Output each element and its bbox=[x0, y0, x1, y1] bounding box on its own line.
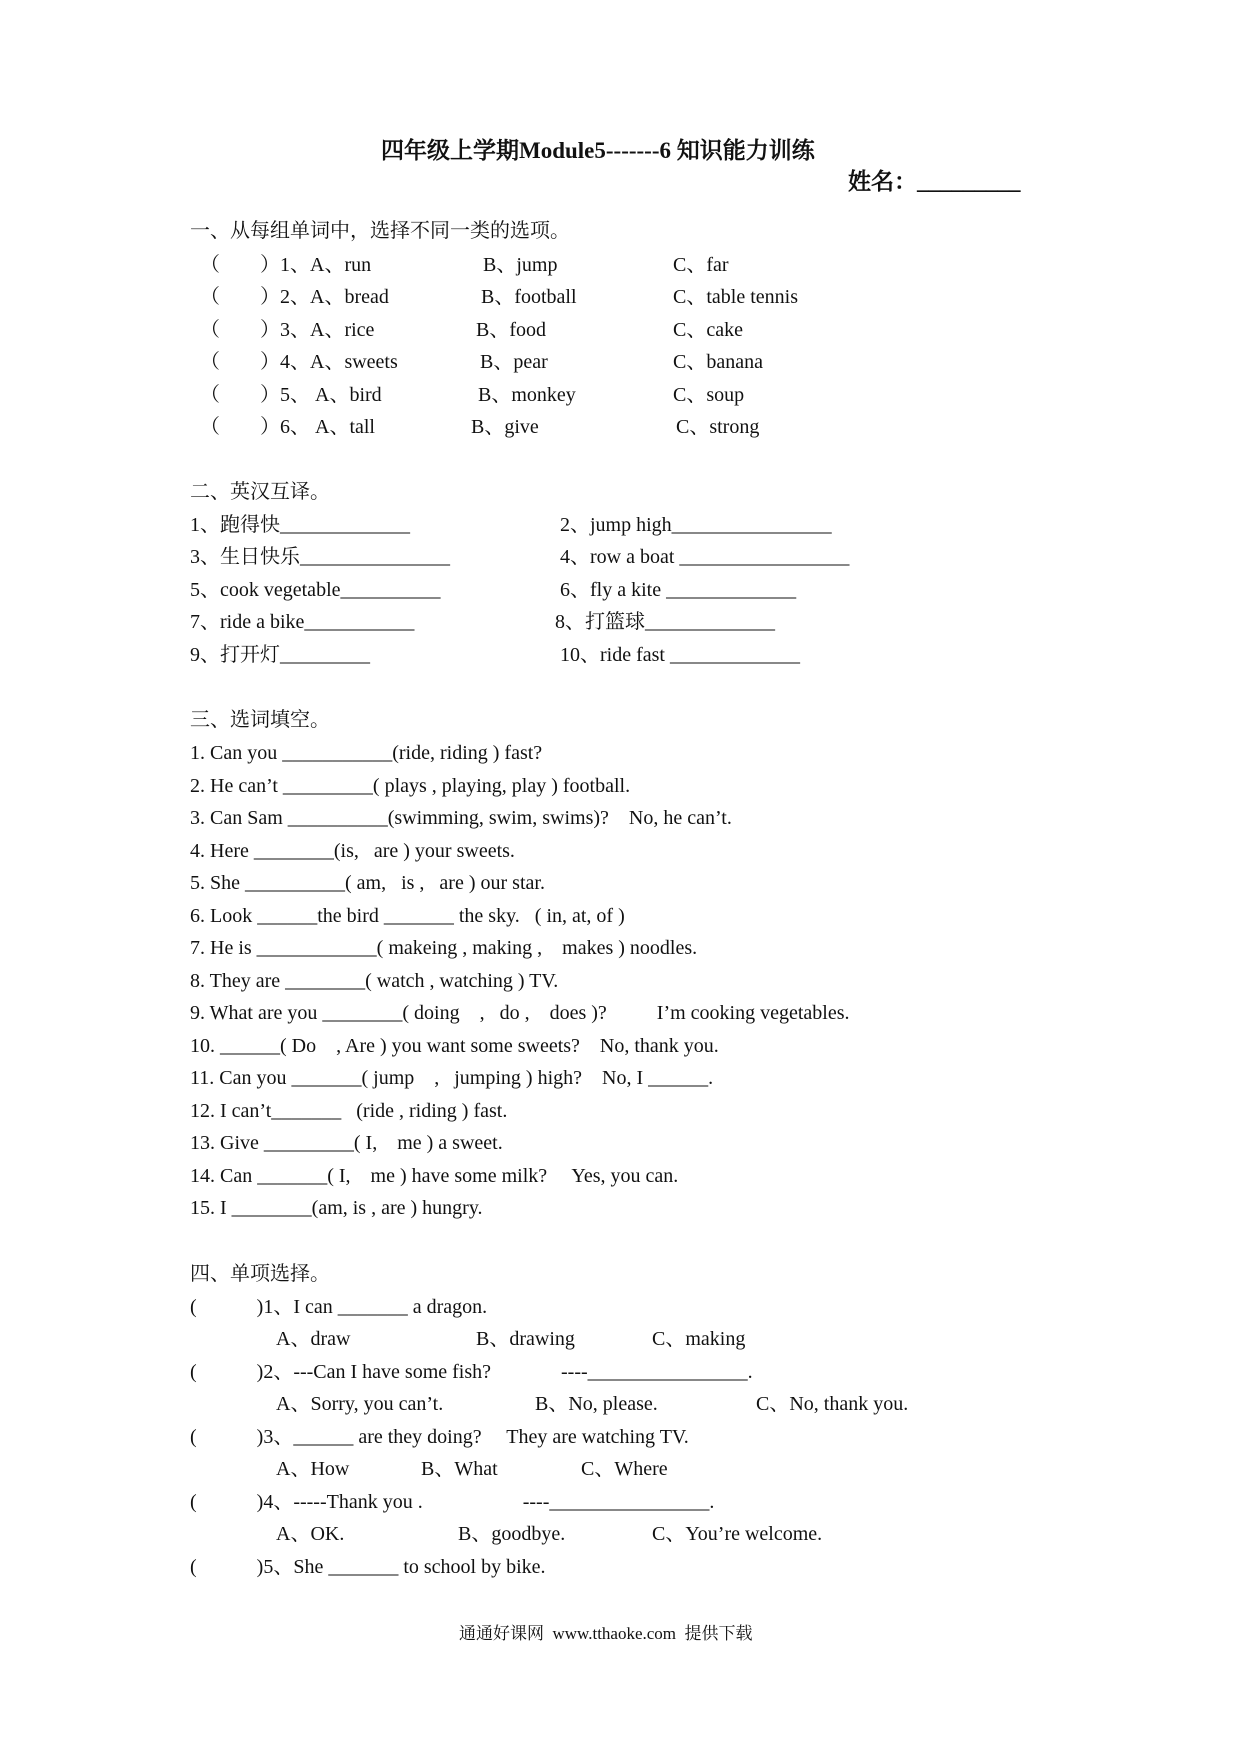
option-c: C、Where bbox=[581, 1458, 668, 1480]
list-item: 11. Can you _______( jump , jumping ) high? No, I ______. bbox=[190, 1067, 714, 1089]
option-a: A、OK. bbox=[276, 1523, 345, 1545]
option-c: C、No, thank you. bbox=[756, 1393, 909, 1415]
list-item: （ ）1、A、run bbox=[200, 254, 372, 276]
option-b: B、monkey bbox=[478, 384, 576, 406]
page-title: 四年级上学期Module5-------6 知识能力训练 bbox=[381, 138, 815, 163]
list-item: 10. ______( Do , Are ) you want some sweets? No, thank you. bbox=[190, 1035, 719, 1057]
list-item: ( )3、______ are they doing? They are watching TV. bbox=[190, 1426, 689, 1448]
list-item: 2. He can’t _________( plays , playing, play ) football. bbox=[190, 775, 631, 797]
option-c: C、table tennis bbox=[673, 286, 798, 308]
option-c: C、making bbox=[652, 1328, 746, 1350]
page-footer: 通通好课网 www.tthaoke.com 提供下载 bbox=[459, 1624, 753, 1643]
list-item: 4、row a boat _________________ bbox=[560, 546, 850, 568]
section-1-heading: 一、从每组单词中，选择不同一类的选项。 bbox=[190, 220, 570, 242]
list-item: ( )4、-----Thank you . ----________________. bbox=[190, 1491, 715, 1513]
option-a: A、Sorry, you can’t. bbox=[276, 1393, 444, 1415]
list-item: 12. I can’t_______ (ride , riding ) fast. bbox=[190, 1100, 508, 1122]
section-2-heading: 二、英汉互译。 bbox=[190, 481, 330, 503]
list-item: （ ）2、A、bread bbox=[200, 286, 389, 308]
option-b: B、No, please. bbox=[535, 1393, 658, 1415]
section-4-heading: 四、单项选择。 bbox=[190, 1263, 330, 1285]
list-item: 1. Can you ___________(ride, riding ) fast? bbox=[190, 742, 543, 764]
list-item: 8. They are ________( watch , watching ) TV. bbox=[190, 970, 559, 992]
list-item: （ ）3、A、rice bbox=[200, 319, 375, 341]
list-item: 9、打开灯_________ bbox=[190, 644, 370, 666]
option-c: C、You’re welcome. bbox=[652, 1523, 823, 1545]
option-c: C、cake bbox=[673, 319, 743, 341]
list-item: 1、跑得快_____________ bbox=[190, 514, 410, 536]
option-b: B、give bbox=[471, 416, 539, 438]
list-item: 7. He is ____________( makeing , making , makes ) noodles. bbox=[190, 937, 698, 959]
list-item: ( )5、She _______ to school by bike. bbox=[190, 1556, 546, 1578]
option-b: B、What bbox=[421, 1458, 498, 1480]
list-item: 5. She __________( am, is , are ) our star. bbox=[190, 872, 545, 894]
name-field-label: 姓名：_________ bbox=[848, 169, 1021, 194]
list-item: 6、fly a kite _____________ bbox=[560, 579, 797, 601]
list-item: 9. What are you ________( doing , do , does )? I’m cooking vegetables. bbox=[190, 1002, 850, 1024]
list-item: （ ）5、 A、bird bbox=[200, 384, 382, 406]
option-b: B、drawing bbox=[476, 1328, 575, 1350]
list-item: 2、jump high________________ bbox=[560, 514, 832, 536]
list-item: （ ）4、A、sweets bbox=[200, 351, 398, 373]
option-b: B、football bbox=[481, 286, 577, 308]
option-b: B、pear bbox=[480, 351, 548, 373]
option-c: C、far bbox=[673, 254, 729, 276]
list-item: ( )1、I can _______ a dragon. bbox=[190, 1296, 488, 1318]
list-item: 8、打篮球_____________ bbox=[555, 611, 775, 633]
section-3-heading: 三、选词填空。 bbox=[190, 709, 330, 731]
list-item: 7、ride a bike___________ bbox=[190, 611, 415, 633]
list-item: 3. Can Sam __________(swimming, swim, swims)? No, he can’t. bbox=[190, 807, 732, 829]
list-item: 10、ride fast _____________ bbox=[560, 644, 800, 666]
list-item: ( )2、---Can I have some fish? ----________________. bbox=[190, 1361, 753, 1383]
list-item: 13. Give _________( I, me ) a sweet. bbox=[190, 1132, 503, 1154]
list-item: 3、生日快乐_______________ bbox=[190, 546, 450, 568]
list-item: 15. I ________(am, is , are ) hungry. bbox=[190, 1197, 483, 1219]
option-b: B、jump bbox=[483, 254, 558, 276]
option-c: C、strong bbox=[676, 416, 760, 438]
option-b: B、food bbox=[476, 319, 546, 341]
option-c: C、banana bbox=[673, 351, 763, 373]
list-item: （ ）6、 A、tall bbox=[200, 416, 375, 438]
option-a: A、How bbox=[276, 1458, 350, 1480]
option-c: C、soup bbox=[673, 384, 745, 406]
list-item: 4. Here ________(is, are ) your sweets. bbox=[190, 840, 515, 862]
list-item: 6. Look ______the bird _______ the sky. ( in, at, of ) bbox=[190, 905, 625, 927]
option-b: B、goodbye. bbox=[458, 1523, 566, 1545]
option-a: A、draw bbox=[276, 1328, 351, 1350]
list-item: 5、cook vegetable__________ bbox=[190, 579, 441, 601]
list-item: 14. Can _______( I, me ) have some milk? Yes, you can. bbox=[190, 1165, 679, 1187]
